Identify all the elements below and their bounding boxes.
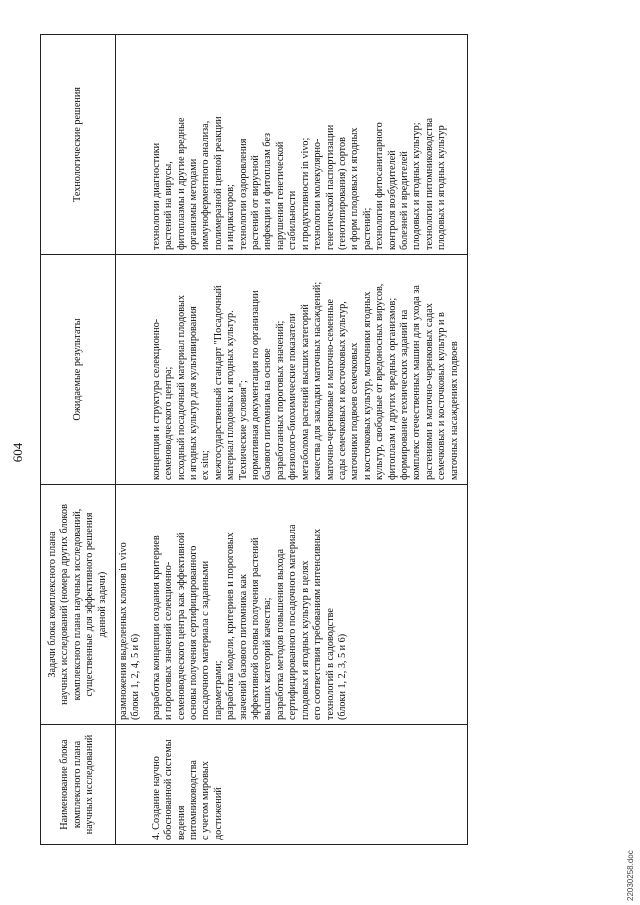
cell-line: маточно-черенковые и маточно-семенные [324, 298, 336, 480]
cell-line: материал плодовых и ягодных культур. [225, 310, 237, 480]
cell-line: фитоплазмы и другие вредные [175, 117, 187, 250]
cell-line: размножения выделенных клонов in vivo [118, 542, 129, 720]
cell-line: разработка методов повышения выхода [274, 548, 286, 720]
cell-line: (генотипирования) сортов [336, 137, 348, 250]
continuation-row [116, 35, 149, 845]
cell-line: иммуноферментного анализа, [200, 120, 212, 250]
cell-line: болезней и вредителей [398, 151, 410, 250]
header-text: Наименование блока [59, 739, 71, 830]
research-plan-table [40, 34, 468, 845]
cell-line: технологии диагностики [150, 142, 162, 250]
cell-line: семеноводческого центра; [163, 366, 175, 480]
cell-line: семеноводческого центра как эффективной [175, 532, 187, 720]
cell-line: значений базового питомника как [237, 574, 249, 720]
cell-line: 4. Создание научно [150, 756, 162, 840]
cell-line: растений от вирусной [250, 155, 262, 250]
cell-line: и косточковых культур, маточники ягодных [361, 291, 373, 480]
header-text: данной задачи) [96, 571, 108, 638]
cell-line: растениями в маточно-черенковых садах [423, 303, 435, 480]
cell-line: сады семечковых и косточковых культур, [336, 301, 348, 480]
cell-line: высших категорий качества; [262, 597, 274, 720]
cell-line: технологии питомниководства [423, 117, 435, 250]
cell-line: с учетом мировых [200, 761, 212, 840]
cell-line: технологии оздоровления [237, 138, 249, 250]
cell-line: и форм плодовых и ягодных [349, 127, 361, 250]
cell-line: комплекс отечественных машин для ухода за [411, 285, 423, 480]
cell-line: физиолого-биохимические показатели [287, 313, 299, 480]
cell-line: достижений [212, 787, 224, 840]
cell-block-name [149, 725, 468, 845]
cell-line: культур, свободные от вредоносных вирусов, [374, 283, 386, 480]
cell-line: ведения [175, 805, 187, 840]
cell-line: технологии молекулярно- [312, 138, 324, 250]
cell-line: организмы методами [188, 158, 200, 250]
cell-line: и пороговых значений селекционно- [163, 561, 175, 720]
header-block-name [41, 725, 116, 845]
cell-line: растений; [361, 207, 373, 250]
cell-line: посадочного материала с заданными [200, 560, 212, 720]
cell-line: инфекции и фитоплазм без [262, 133, 274, 250]
cell-line: и индикаторов; [225, 184, 237, 250]
header-results [41, 255, 116, 485]
cell-line: метаболома растений высших категорий [299, 304, 311, 480]
header-text: Ожидаемые результаты [71, 318, 83, 421]
header-text: комплексного плана [71, 740, 83, 829]
cell-line: и ягодных культур для культивирования [188, 306, 200, 480]
cell-line: генетической паспортизации [324, 124, 336, 250]
cell-line: Технические условия"; [237, 380, 249, 480]
cell-solutions [149, 35, 468, 255]
cell-line: технологий в садоводстве [324, 608, 336, 720]
header-text: комплексного плана научных исследований, [71, 508, 83, 701]
cell-block-name [116, 725, 149, 845]
cell-line: формирование технических заданий на [398, 309, 410, 480]
header-tasks [41, 485, 116, 725]
cell-line: параметрами; [212, 660, 224, 720]
cell-line: маточники подвоев семечковых [349, 342, 361, 480]
cell-line: (блоки 1, 2, 3, 5 и 6) [336, 633, 348, 720]
cell-line: плодовых и ягодных культур; [411, 122, 423, 250]
cell-line: питомниководства [188, 760, 200, 840]
cell-line: (блоки 1, 2, 4, 5 и 6) [130, 633, 142, 720]
document-id: 22030258.doc [626, 850, 635, 901]
header-text: научных исследований (номера других блоков [59, 504, 71, 705]
header-text: Задачи блока комплексного плана [46, 531, 58, 678]
cell-line: концепция и структура селекционно- [150, 318, 162, 480]
cell-line: полимеразной цепной реакции [212, 116, 224, 250]
cell-line: стабильности [287, 190, 299, 250]
cell-line: обоснованной системы [163, 739, 175, 840]
cell-line: качества для закладки маточных насаждений; [312, 281, 324, 480]
cell-line: и продуктивности in vivo; [299, 137, 311, 250]
cell-line: базового питомника на основе [262, 348, 274, 480]
cell-line: фитоплазм и других вредных организмов; [386, 297, 398, 480]
cell-line: исходный посадочный материал плодовых [175, 295, 187, 480]
cell-line: нарушения генетической [274, 141, 286, 250]
header-row [41, 35, 116, 845]
cell-results [116, 255, 149, 485]
cell-tasks [149, 485, 468, 725]
cell-line: разработка концепции создания критериев [150, 535, 162, 720]
cell-line: контроля возбудителей [386, 150, 398, 250]
cell-results [149, 255, 468, 485]
cell-tasks [116, 485, 149, 725]
header-text: научных исследований [84, 734, 96, 835]
cell-line: нормативная документация по организации [250, 290, 262, 480]
cell-line: технологии фитосанитарного [374, 122, 386, 250]
page-number: 604 [10, 442, 25, 463]
table-row [149, 35, 468, 845]
header-text: Технологические решения [71, 87, 83, 202]
cell-solutions [116, 35, 149, 255]
cell-line: основы получения сертифицированного [188, 545, 200, 720]
header-text: существенные для эффективного решения [84, 512, 96, 697]
cell-line: растений на вирусы, [163, 161, 175, 250]
cell-line: плодовых и ягодных культур в целях [299, 560, 311, 720]
header-solutions [41, 35, 116, 255]
cell-line: плодовых и ягодных культур [436, 125, 448, 250]
cell-line: ex situ; [200, 450, 212, 480]
cell-line: сертифицированного посадочного материала [287, 524, 299, 720]
cell-line: маточных насаждениях подвоев [448, 341, 460, 480]
cell-line: разработка модели, критериев и пороговых [225, 532, 237, 720]
cell-line: разработанных пороговых значений; [274, 320, 286, 480]
cell-line: его соответствия требованиям интенсивных [312, 528, 324, 720]
cell-line: эффективной основы получения растений [250, 537, 262, 720]
cell-line: семечковых и косточковых культур и в [436, 312, 448, 480]
cell-line: межгосударственный стандарт "Посадочный [212, 285, 224, 480]
